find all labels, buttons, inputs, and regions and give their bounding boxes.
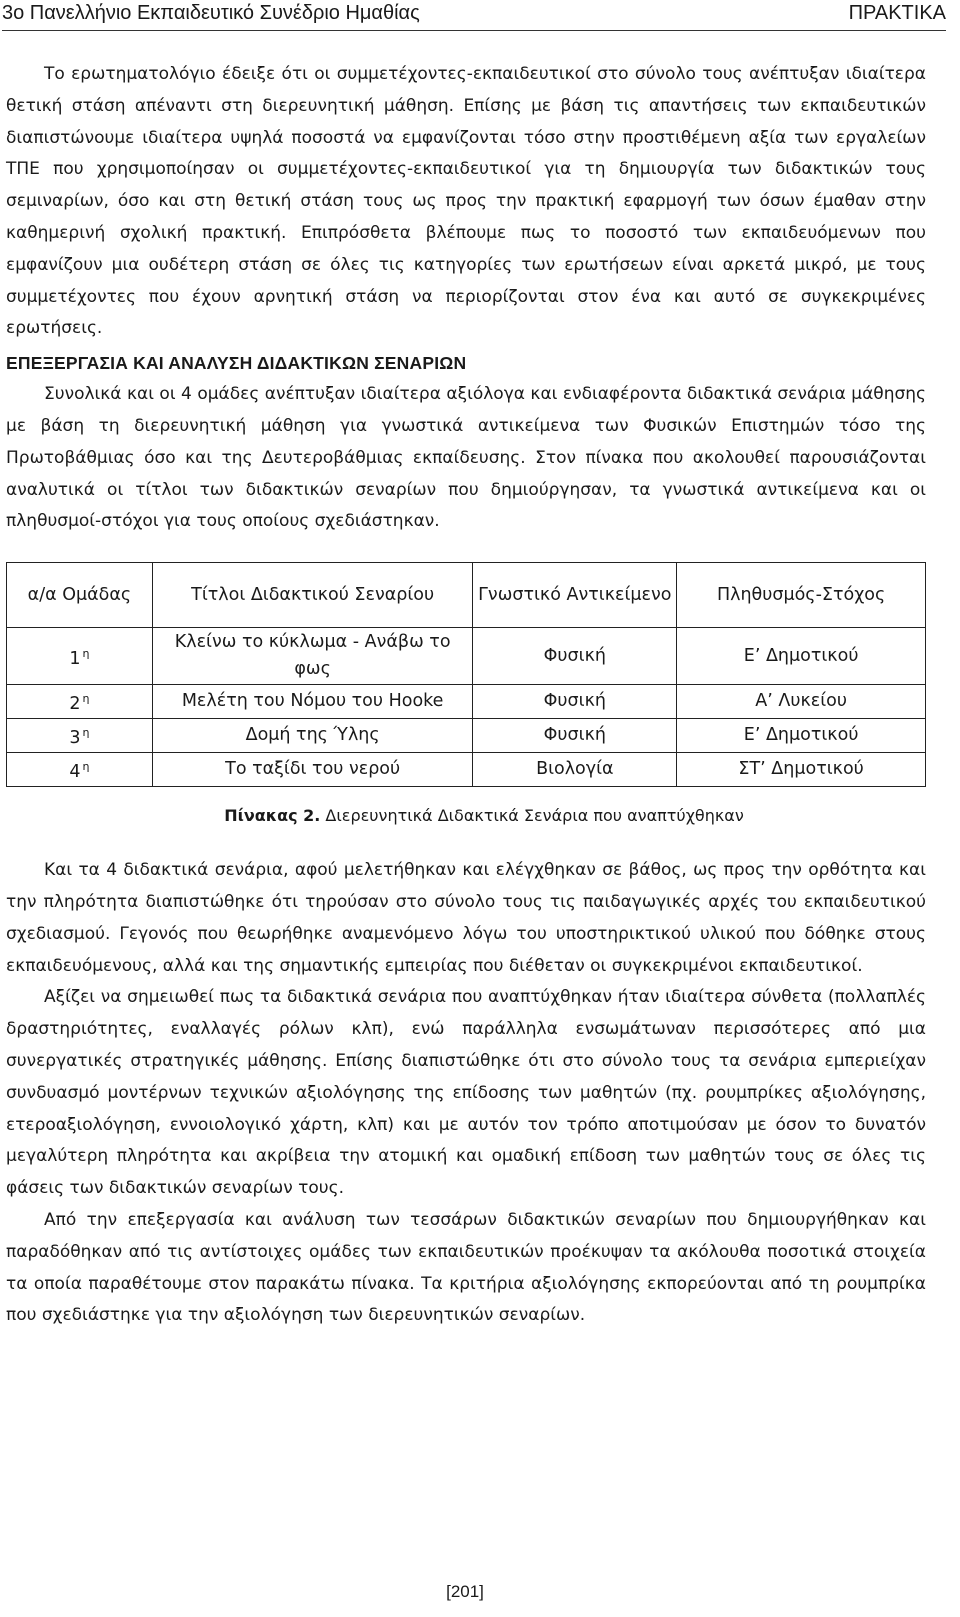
section-heading: ΕΠΕΞΕΡΓΑΣΙΑ ΚΑΙ ΑΝΑΛΥΣΗ ΔΙΔΑΚΤΙΚΩΝ ΣΕΝΑΡΙΩΝ	[6, 353, 467, 374]
table-row	[7, 628, 926, 685]
scenario-title-cell: Κλείνω το κύκλωμα - Ανάβω το φως	[152, 628, 473, 685]
table-row	[7, 753, 926, 787]
ordinal-suffix: η	[82, 692, 90, 706]
table-header-row	[7, 563, 926, 628]
body-after-table	[6, 855, 926, 1332]
table-row	[7, 685, 926, 719]
section-label: ΠΡΑΚΤΙΚΑ	[848, 2, 946, 24]
header-cell: Πληθυσμός-Στόχος	[677, 563, 926, 628]
caption-text: Διερευνητικά Διδακτικά Σενάρια που αναπτύχθηκαν	[320, 806, 744, 826]
target-cell: Ε’ Δημοτικού	[677, 719, 926, 753]
group-number-cell	[7, 719, 153, 753]
page-content	[6, 59, 926, 1332]
paragraph: Και τα 4 διδακτικά σενάρια, αφού μελετήθηκαν και ελέγχθηκαν σε βάθος, ως προς την ορθότητα και την πληρότητα διαπιστώθηκε ότι τηρούσαν στο σύνολο τους τις παιδαγωγικές αρχές του εκπαιδευτικού σχεδιασμού. Γεγονός που θεωρήθηκε αναμενόμενο λόγω του υποστηρικτικού υλικού που δόθηκε στους εκπαιδευόμενους, αλλά και της σημαντικής εμπειρίας που διέθεταν οι συγκεκριμένοι εκπαιδευτικοί.	[6, 860, 926, 976]
group-number: 1	[69, 648, 81, 669]
subject-cell: Φυσική	[473, 628, 677, 685]
table-caption	[6, 803, 926, 829]
group-number: 2	[69, 694, 81, 715]
scenarios-table-wrapper	[6, 562, 926, 787]
group-number: 4	[69, 762, 81, 783]
group-number-cell	[7, 628, 153, 685]
target-cell: Α’ Λυκείου	[677, 685, 926, 719]
section-paragraph: Συνολικά και οι 4 ομάδες ανέπτυξαν ιδιαίτερα αξιόλογα και ενδιαφέροντα διδακτικά σενάρια μάθησης με βάση τη διερευνητική μάθηση για γνωστικά αντικείμενα των Φυσικών Επιστημών τόσο της Πρωτοβάθμιας όσο και της Δευτεροβάθμιας εκπαίδευσης. Στον πίνακα που ακολουθεί παρουσιάζονται αναλυτικά οι τίτλοι των διδακτικών σεναρίων που δημιούργησαν, τα γνωστικά αντικείμενα και οι πληθυσμοί-στόχοι για τους οποίους σχεδιάστηκαν.	[6, 384, 926, 532]
header-cell: Τίτλοι Διδακτικού Σεναρίου	[152, 563, 473, 628]
group-number-cell	[7, 753, 153, 787]
group-number-cell	[7, 685, 153, 719]
paragraph: Αξίζει να σημειωθεί πως τα διδακτικά σενάρια που αναπτύχθηκαν ήταν ιδιαίτερα σύνθετα (πολλαπλές δραστηριότητες, εναλλαγές ρόλων κλπ), ενώ παράλληλα ενσωμάτωναν περισσότερες από μια συνεργατικές στρατηγικές μάθησης. Επίσης διαπιστώθηκε ότι στο σύνολο τους τα σενάρια εμπεριείχαν συνδυασμό μοντέρνων τεχνικών αξιολόγησης της επίδοσης των μαθητών (πχ. ρουμπρίκες αξιολόγησης, ετεροαξιολόγηση, εννοιολογικό χάρτη, κλπ) και με αυτόν τον τρόπο αποτιμούσαν με όσον το δυνατόν μεγαλύτερη πληρότητα και ακρίβεια την ατομική και ομαδική επίδοση των μαθητών τους σε όλες τις φάσεις των διδακτικών σεναρίων τους.	[6, 987, 926, 1199]
scenario-title-cell: Δομή της Ύλης	[152, 719, 473, 753]
subject-cell: Βιολογία	[473, 753, 677, 787]
caption-label: Πίνακας 2.	[224, 806, 321, 826]
page-number: [201]	[446, 1582, 484, 1601]
group-number: 3	[69, 728, 81, 749]
page-header	[2, 0, 946, 31]
target-cell: ΣΤ’ Δημοτικού	[677, 753, 926, 787]
scenario-title-cell: Μελέτη του Νόμου του Hooke	[152, 685, 473, 719]
header-cell: Γνωστικό Αντικείμενο	[473, 563, 677, 628]
ordinal-suffix: η	[82, 726, 90, 740]
scenarios-table	[6, 562, 926, 787]
ordinal-suffix: η	[82, 646, 90, 660]
scenario-title-cell: Το ταξίδι του νερού	[152, 753, 473, 787]
ordinal-suffix: η	[82, 760, 90, 774]
paragraph: Από την επεξεργασία και ανάλυση των τεσσάρων διδακτικών σεναρίων που δημιουργήθηκαν και παραδόθηκαν από τις αντίστοιχες ομάδες των εκπαιδευτικών προέκυψαν τα ακόλουθα ποσοτικά στοιχεία τα οποία παραθέτουμε στον παρακάτω πίνακα. Τα κριτήρια αξιολόγησης εκπορεύονται από τη ρουμπρίκα που σχεδιάστηκε για την αξιολόγηση των διερευνητικών σεναρίων.	[6, 1209, 926, 1326]
table-row	[7, 719, 926, 753]
subject-cell: Φυσική	[473, 685, 677, 719]
subject-cell: Φυσική	[473, 719, 677, 753]
header-cell: α/α Ομάδας	[7, 563, 153, 628]
target-cell: Ε’ Δημοτικού	[677, 628, 926, 685]
intro-paragraph: Το ερωτηματολόγιο έδειξε ότι οι συμμετέχοντες-εκπαιδευτικοί στο σύνολο τους ανέπτυξαν ιδιαίτερα θετική στάση απέναντι στη διερευνητική μάθηση. Επίσης με βάση τις απαντήσεις των εκπαιδευτικών διαπιστώνουμε ιδιαίτερα υψηλά ποσοστά να εμφανίζονται τόσο στην προστιθέμενη αξία των εργαλείων ΤΠΕ που χρησιμοποίησαν οι συμμετέχοντες-εκπαιδευτικοί για τη δημιουργία των διδακτικών τους σεμιναρίων, όσο και στη θετική στάση τους ως προς την πρακτική εφαρμογή των όσων έμαθαν στην καθημερινή σχολική πρακτική. Επιπρόσθετα βλέπουμε πως το ποσοστό των εκπαιδευόμενων που εμφανίζουν μια ουδέτερη στάση σε όλες τις κατηγορίες των ερωτήσεων είναι αρκετά μικρό, με τους συμμετέχοντες που έχουν αρνητική στάση να περιορίζονται στον ένα και αυτό σε συγκεκριμένες ερωτήσεις.	[6, 64, 926, 339]
conference-title: 3ο Πανελλήνιο Εκπαιδευτικό Συνέδριο Ημαθίας	[2, 2, 420, 24]
